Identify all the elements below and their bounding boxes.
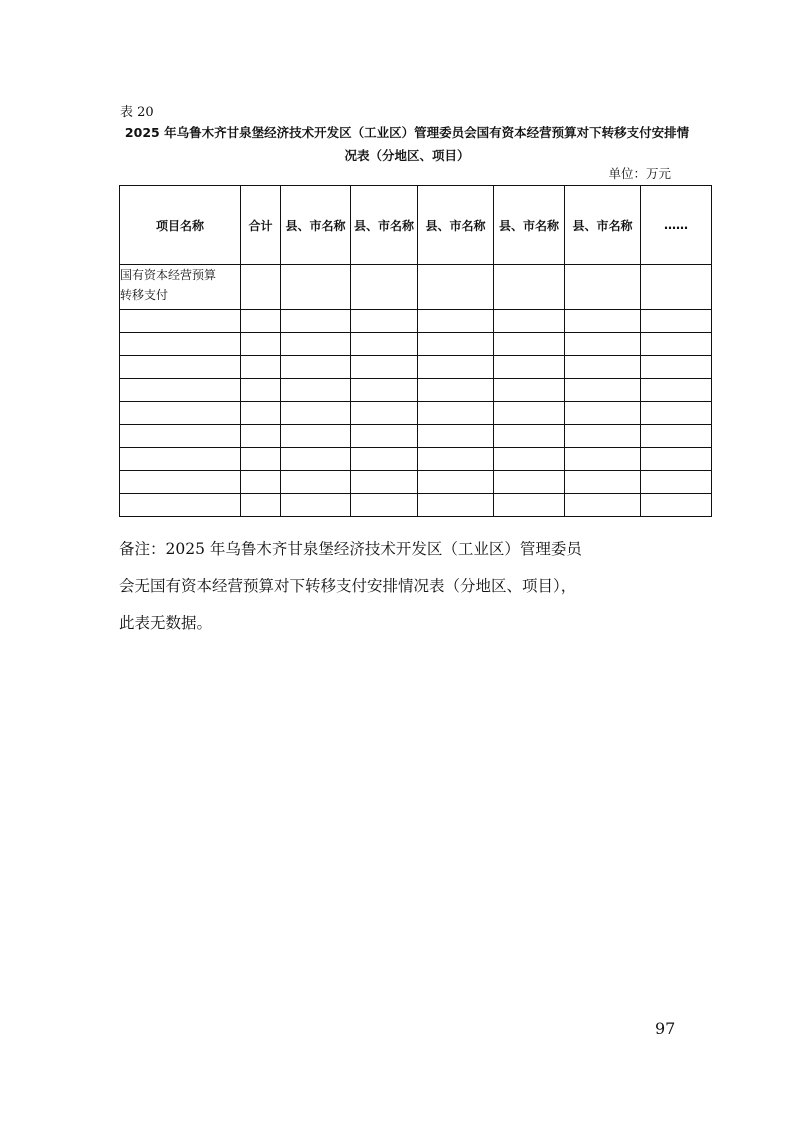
table-cell [241,402,281,425]
item-name-line-1: 国有资本经营预算 [120,268,217,282]
table-cell [351,402,418,425]
header-county-5: 县、市名称 [565,186,641,265]
table-cell [281,448,351,471]
table-cell [241,356,281,379]
header-county-2: 县、市名称 [351,186,418,265]
table-cell [351,333,418,356]
table-cell [418,471,494,494]
unit-label: 单位：万元 [608,166,671,181]
table-cell [281,333,351,356]
table-cell [641,310,712,333]
table-cell [641,356,712,379]
table-cell [120,448,241,471]
table-cell [120,425,241,448]
table-row [120,379,712,402]
table-cell [641,494,712,517]
table-header-row [120,186,712,265]
table-cell [241,448,281,471]
table-cell [281,494,351,517]
header-ellipsis: …… [641,186,712,265]
table-cell [641,471,712,494]
table-row [120,425,712,448]
table-cell [418,402,494,425]
table-cell [120,333,241,356]
page-number: 97 [655,1019,676,1038]
remark-line-2: 会无国有资本经营预算对下转移支付安排情况表（分地区、项目）， [119,577,577,595]
table-cell [641,333,712,356]
table-row [120,494,712,517]
item-name-cell [120,265,241,310]
table-cell [241,494,281,517]
header-county-1: 县、市名称 [281,186,351,265]
table-cell [565,425,641,448]
table-cell [120,471,241,494]
table-cell [494,356,565,379]
table-row [120,265,712,310]
table-cell [418,310,494,333]
table-cell [565,310,641,333]
table-cell [565,333,641,356]
table-cell [494,402,565,425]
table-cell [281,425,351,448]
table-cell [281,310,351,333]
table-cell [418,448,494,471]
transfer-payment-table [119,185,712,517]
table-cell [351,379,418,402]
table-cell [351,471,418,494]
table-cell [418,265,494,310]
table-row [120,471,712,494]
table-cell [120,402,241,425]
table-cell [351,310,418,333]
table-title-line-1: 2025 年乌鲁木齐甘泉堡经济技术开发区（工业区）管理委员会国有资本经营预算对下转移支付安排情 [124,125,690,140]
table-cell [120,379,241,402]
table-cell [494,333,565,356]
table-cell [565,448,641,471]
table-cell [351,494,418,517]
table-cell [418,333,494,356]
table-cell [281,471,351,494]
table-cell [494,265,565,310]
table-title [112,121,702,167]
table-number-label: 表 20 [120,105,154,120]
table-cell [241,265,281,310]
table-cell [281,265,351,310]
table-cell [351,448,418,471]
table-cell [241,425,281,448]
table-cell [565,356,641,379]
table-cell [641,265,712,310]
table-cell [241,333,281,356]
table-cell [120,494,241,517]
remark-note [119,531,709,642]
table-cell [418,379,494,402]
table-cell [494,471,565,494]
table-cell [641,448,712,471]
table-title-line-2: 况表（分地区、项目） [344,148,470,163]
table-cell [641,402,712,425]
table-row [120,448,712,471]
table-cell [565,265,641,310]
table-cell [241,379,281,402]
header-total: 合计 [241,186,281,265]
table-cell [418,356,494,379]
table-cell [565,379,641,402]
table-cell [120,310,241,333]
table-cell [565,402,641,425]
header-county-3: 县、市名称 [418,186,494,265]
table-cell [494,379,565,402]
table-cell [281,379,351,402]
table-cell [494,494,565,517]
table-row [120,333,712,356]
table-cell [281,402,351,425]
table-cell [418,494,494,517]
table-cell [494,448,565,471]
item-name-line-2: 转移支付 [120,288,169,302]
table-cell [281,356,351,379]
table-cell [351,356,418,379]
table-cell [241,471,281,494]
table-row [120,356,712,379]
table-cell [641,379,712,402]
remark-line-1: 备注：2025 年乌鲁木齐甘泉堡经济技术开发区（工业区）管理委员 [119,540,582,558]
table-row [120,310,712,333]
table-cell [418,425,494,448]
table-cell [494,310,565,333]
remark-line-3: 此表无数据。 [119,614,213,632]
table-cell [641,425,712,448]
table-cell [494,425,565,448]
table-cell [351,265,418,310]
table-cell [565,494,641,517]
table-cell [351,425,418,448]
table-cell [120,356,241,379]
table-cell [241,310,281,333]
table-cell [565,471,641,494]
header-county-4: 县、市名称 [494,186,565,265]
header-item-name: 项目名称 [120,186,241,265]
table-row [120,402,712,425]
